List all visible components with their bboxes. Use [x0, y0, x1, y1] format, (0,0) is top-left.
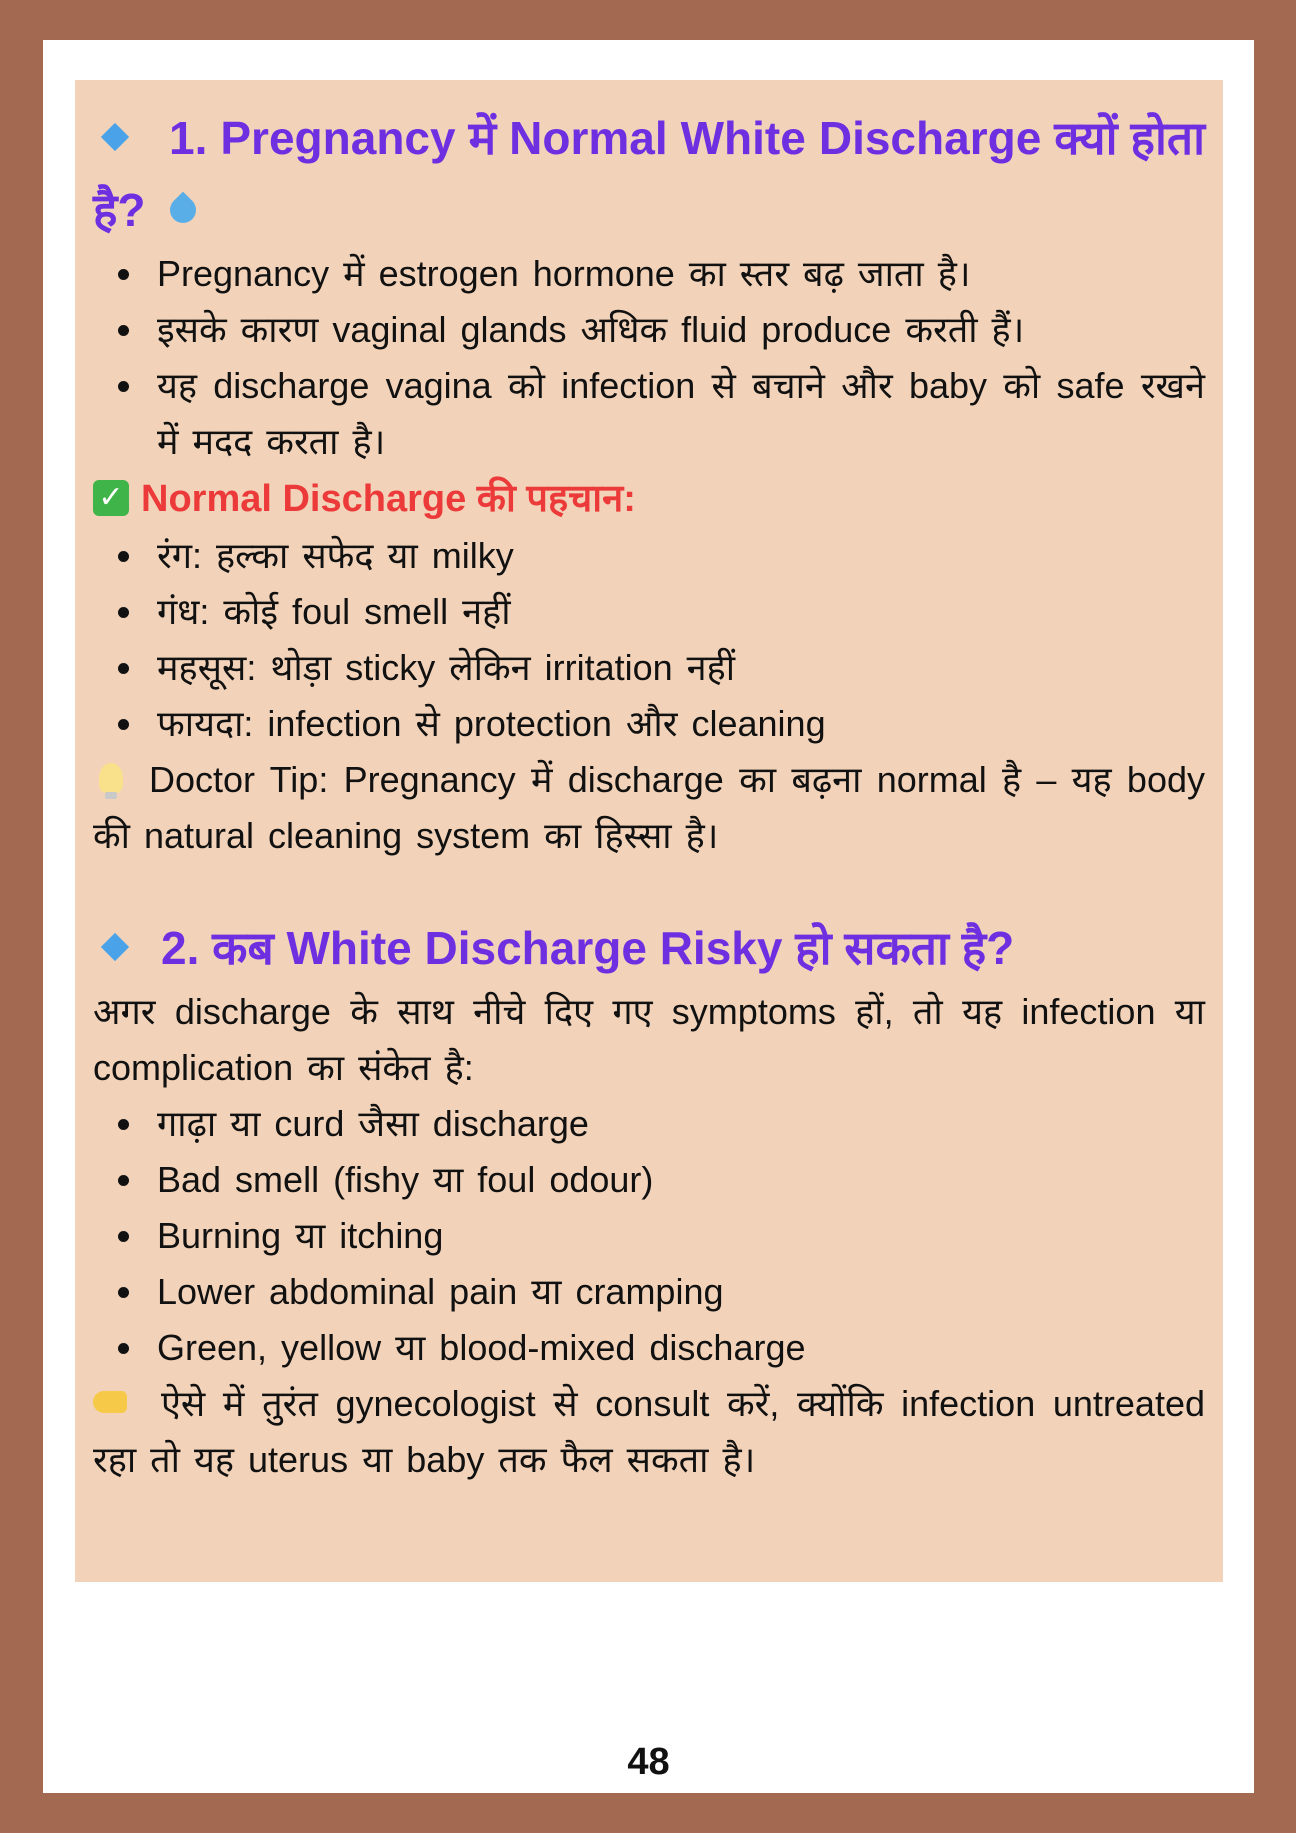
list-item: गंध: कोई foul smell नहीं: [93, 584, 1205, 640]
section-1-bullets: [93, 246, 1205, 470]
list-item: Lower abdominal pain या cramping: [93, 1264, 1205, 1320]
list-item: Green, yellow या blood-mixed discharge: [93, 1320, 1205, 1376]
doctor-tip: [93, 752, 1205, 864]
light-bulb-icon: [99, 763, 123, 793]
page-number: 48: [627, 1741, 670, 1783]
section-2-bullets: [93, 1096, 1205, 1376]
consult-note: [93, 1376, 1205, 1488]
list-item: गाढ़ा या curd जैसा discharge: [93, 1096, 1205, 1152]
droplet-icon: [164, 191, 201, 228]
normal-discharge-subheading: [93, 470, 1205, 528]
section-1-heading-text: 1. Pregnancy में Normal White Discharge क्यों होता है?: [93, 112, 1205, 236]
list-item: Pregnancy में estrogen hormone का स्तर बढ़ जाता है।: [93, 246, 1205, 302]
check-mark-icon: ✓: [93, 480, 129, 516]
list-item: यह discharge vagina को infection से बचाने और baby को safe रखने में मदद करता है।: [93, 358, 1205, 470]
list-item: Bad smell (fishy या foul odour): [93, 1152, 1205, 1208]
section-2-intro: अगर discharge के साथ नीचे दिए गए symptoms हों, तो यह infection या complication का संकेत है:: [93, 991, 1205, 1088]
list-item: फायदा: infection से protection और cleaning: [93, 696, 1205, 752]
consult-note-text: ऐसे में तुरंत gynecologist से consult करें, क्योंकि infection untreated रहा तो यह uterus या baby तक फैल सकता है।: [93, 1383, 1205, 1480]
page: [43, 40, 1254, 1793]
section-2-heading-text: 2. कब White Discharge Risky हो सकता है?: [161, 922, 1015, 974]
identification-list: [93, 528, 1205, 752]
subheading-text: Normal Discharge की पहचान:: [141, 478, 636, 520]
list-item: इसके कारण vaginal glands अधिक fluid produce करती हैं।: [93, 302, 1205, 358]
pointing-hand-icon: [93, 1391, 127, 1413]
diamond-icon: [101, 123, 129, 151]
doctor-tip-text: Doctor Tip: Pregnancy में discharge का बढ़ना normal है – यह body की natural cleaning system का हिस्सा है।: [93, 759, 1205, 856]
list-item: Burning या itching: [93, 1208, 1205, 1264]
section-1-heading: [93, 102, 1205, 246]
list-item: महसूस: थोड़ा sticky लेकिन irritation नहीं: [93, 640, 1205, 696]
list-item: रंग: हल्का सफेद या milky: [93, 528, 1205, 584]
content-panel: [75, 80, 1223, 1582]
diamond-icon: [101, 933, 129, 961]
section-2-heading: [93, 912, 1205, 984]
